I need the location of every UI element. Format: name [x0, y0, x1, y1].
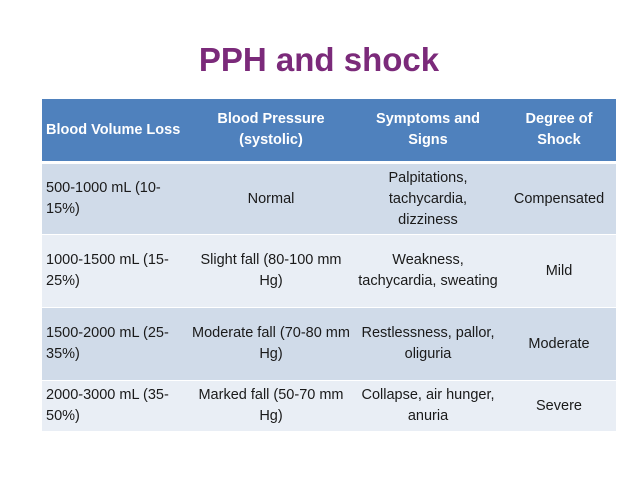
cell-blood-pressure: Slight fall (80-100 mm Hg) — [188, 235, 354, 308]
header-symptoms-signs: Symptoms and Signs — [354, 99, 502, 163]
header-blood-volume-loss: Blood Volume Loss — [42, 99, 188, 163]
table-row — [42, 163, 616, 235]
pph-shock-table — [42, 99, 616, 432]
table-row — [42, 381, 616, 432]
slide-title: PPH and shock — [198, 41, 440, 78]
header-degree-of-shock: Degree of Shock — [502, 99, 616, 163]
header-blood-pressure: Blood Pressure (systolic) — [188, 99, 354, 163]
cell-degree-of-shock: Compensated — [502, 163, 616, 235]
cell-blood-volume-loss: 1500-2000 mL (25-35%) — [42, 308, 188, 381]
cell-symptoms-signs: Restlessness, pallor, oliguria — [354, 308, 502, 381]
cell-blood-volume-loss: 2000-3000 mL (35-50%) — [42, 381, 188, 432]
cell-blood-volume-loss: 500-1000 mL (10-15%) — [42, 163, 188, 235]
cell-degree-of-shock: Moderate — [502, 308, 616, 381]
cell-blood-pressure: Normal — [188, 163, 354, 235]
cell-symptoms-signs: Palpitations, tachycardia, dizziness — [354, 163, 502, 235]
cell-blood-pressure: Marked fall (50-70 mm Hg) — [188, 381, 354, 432]
cell-symptoms-signs: Collapse, air hunger, anuria — [354, 381, 502, 432]
cell-degree-of-shock: Mild — [502, 235, 616, 308]
table-row — [42, 235, 616, 308]
table-header-row — [42, 99, 616, 163]
cell-degree-of-shock: Severe — [502, 381, 616, 432]
cell-blood-pressure: Moderate fall (70-80 mm Hg) — [188, 308, 354, 381]
cell-blood-volume-loss: 1000-1500 mL (15-25%) — [42, 235, 188, 308]
cell-symptoms-signs: Weakness, tachycardia, sweating — [354, 235, 502, 308]
table-row — [42, 308, 616, 381]
